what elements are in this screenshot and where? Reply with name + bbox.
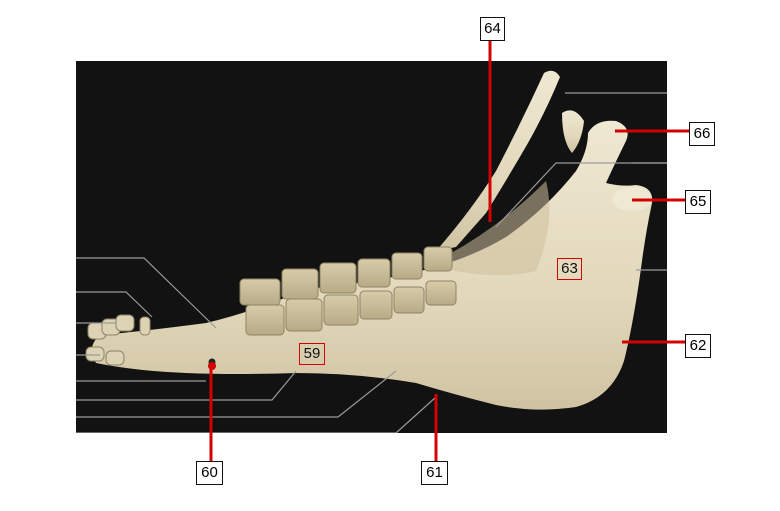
- label-62: 62: [685, 334, 711, 358]
- condyle: [612, 187, 652, 211]
- label-65: 65: [685, 190, 711, 214]
- label-59: 59: [299, 343, 325, 365]
- label-60: 60: [196, 461, 223, 485]
- label-61: 61: [421, 461, 448, 485]
- mandible-photo: [76, 61, 667, 433]
- bone-illustration: [76, 61, 667, 433]
- label-66: 66: [689, 122, 715, 146]
- label-63: 63: [557, 258, 582, 280]
- mental-foramen: [209, 359, 216, 366]
- label-64: 64: [480, 17, 505, 41]
